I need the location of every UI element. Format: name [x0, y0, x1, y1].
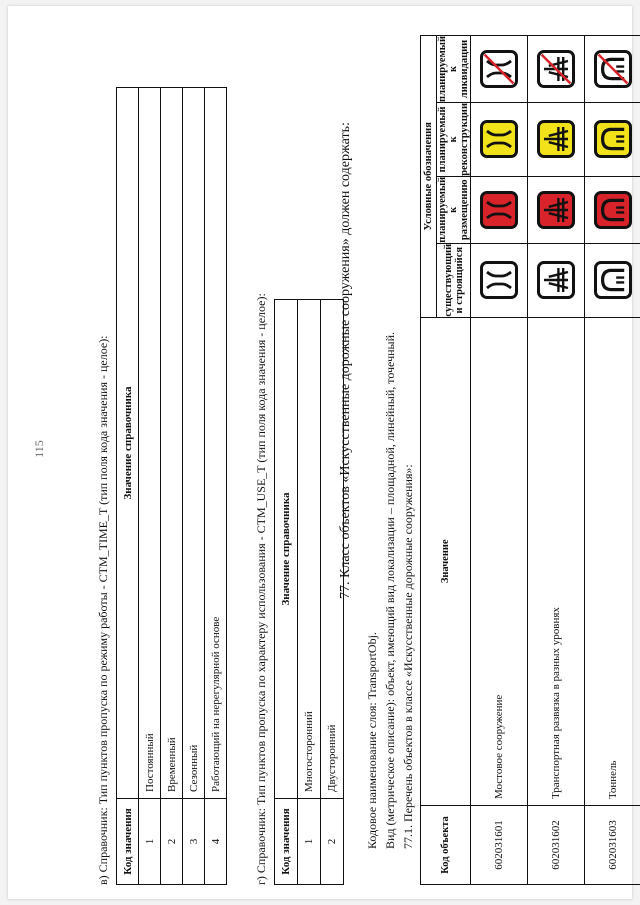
header-planned-liquidation: планируемый к ликвидации	[437, 36, 471, 102]
header-object-code: Код объекта	[421, 806, 471, 885]
row-value: Постоянный	[139, 88, 161, 799]
row-code: 1	[298, 799, 321, 885]
tunnel-planned-reconstruction-icon	[594, 120, 632, 158]
table-row	[471, 36, 528, 885]
row-code: 2	[321, 799, 344, 885]
table-row	[528, 36, 585, 885]
bridge-existing-icon	[480, 261, 518, 299]
view-text: Вид (метрическое описание): объект, имеющий вид локализации – площадной, линейный, точечный.	[383, 331, 397, 849]
row-value: Временный	[161, 88, 183, 799]
section-g-caption: г) Справочник: Тип пунктов пропуска по характеру использования - CTM_USE_T (тип поля кода значения - целое):	[254, 293, 268, 885]
row-object-value: Транспортная развязка в разных уровнях	[528, 317, 585, 805]
header-planned-reconstruction: планируемый к реконструкции	[437, 102, 471, 176]
header-planned-placement: планируемый к размещению	[437, 176, 471, 243]
page-number: 115	[32, 440, 46, 458]
tunnel-planned-liquidation-icon	[594, 50, 632, 88]
table-row	[161, 88, 183, 885]
header-value: Значение	[421, 317, 471, 805]
row-value: Двусторонний	[321, 300, 344, 799]
table-header-row	[421, 36, 437, 885]
section-v-caption: в) Справочник: Тип пунктов пропуска по режиму работы - CTM_TIME_T (тип поля кода значения - целое):	[96, 335, 110, 885]
list-caption: 77.1. Перечень объектов в классе «Искусственные дорожные сооружения»:	[401, 464, 415, 849]
row-code: 2	[161, 799, 183, 885]
table-row	[298, 300, 321, 885]
interchange-planned-reconstruction-icon	[537, 120, 575, 158]
interchange-existing-icon	[537, 261, 575, 299]
header-code: Код значения	[117, 799, 139, 885]
row-object-code: 602031603	[585, 806, 640, 885]
row-object-value: Мостовое сооружение	[471, 317, 528, 805]
row-value: Сезонный	[183, 88, 205, 799]
header-symbols-group: Условные обозначения	[421, 36, 437, 318]
use-type-table	[274, 299, 344, 885]
row-object-code: 602031602	[528, 806, 585, 885]
table-header-row	[117, 88, 139, 885]
table-row	[585, 36, 640, 885]
header-existing: существующий и строящийся	[437, 243, 471, 317]
layer-code-text: Кодовое наименование слоя: TransportObj.	[365, 632, 379, 849]
table-header-row	[275, 300, 298, 885]
row-object-code: 602031601	[471, 806, 528, 885]
row-value: Многосторонний	[298, 300, 321, 799]
row-code: 3	[183, 799, 205, 885]
time-type-table	[116, 87, 227, 885]
tunnel-planned-placement-icon	[594, 191, 632, 229]
header-value: Значение справочника	[117, 88, 139, 799]
class-77-heading: 77. Класс объектов «Искусственные дорожные сооружения» должен содержать:	[338, 122, 353, 599]
objects-table	[420, 35, 640, 885]
tunnel-existing-icon	[594, 261, 632, 299]
interchange-planned-liquidation-icon	[537, 50, 575, 88]
interchange-planned-placement-icon	[537, 191, 575, 229]
header-code: Код значения	[275, 799, 298, 885]
row-code: 4	[205, 799, 227, 885]
row-object-value: Тоннель	[585, 317, 640, 805]
header-value: Значение справочника	[275, 300, 298, 799]
table-row	[139, 88, 161, 885]
bridge-planned-reconstruction-icon	[480, 120, 518, 158]
table-row	[183, 88, 205, 885]
row-value: Работающий на нерегулярной основе	[205, 88, 227, 799]
document-page	[8, 6, 632, 899]
table-row	[205, 88, 227, 885]
bridge-planned-liquidation-icon	[480, 50, 518, 88]
rotated-page-content	[8, 6, 632, 899]
row-code: 1	[139, 799, 161, 885]
bridge-planned-placement-icon	[480, 191, 518, 229]
